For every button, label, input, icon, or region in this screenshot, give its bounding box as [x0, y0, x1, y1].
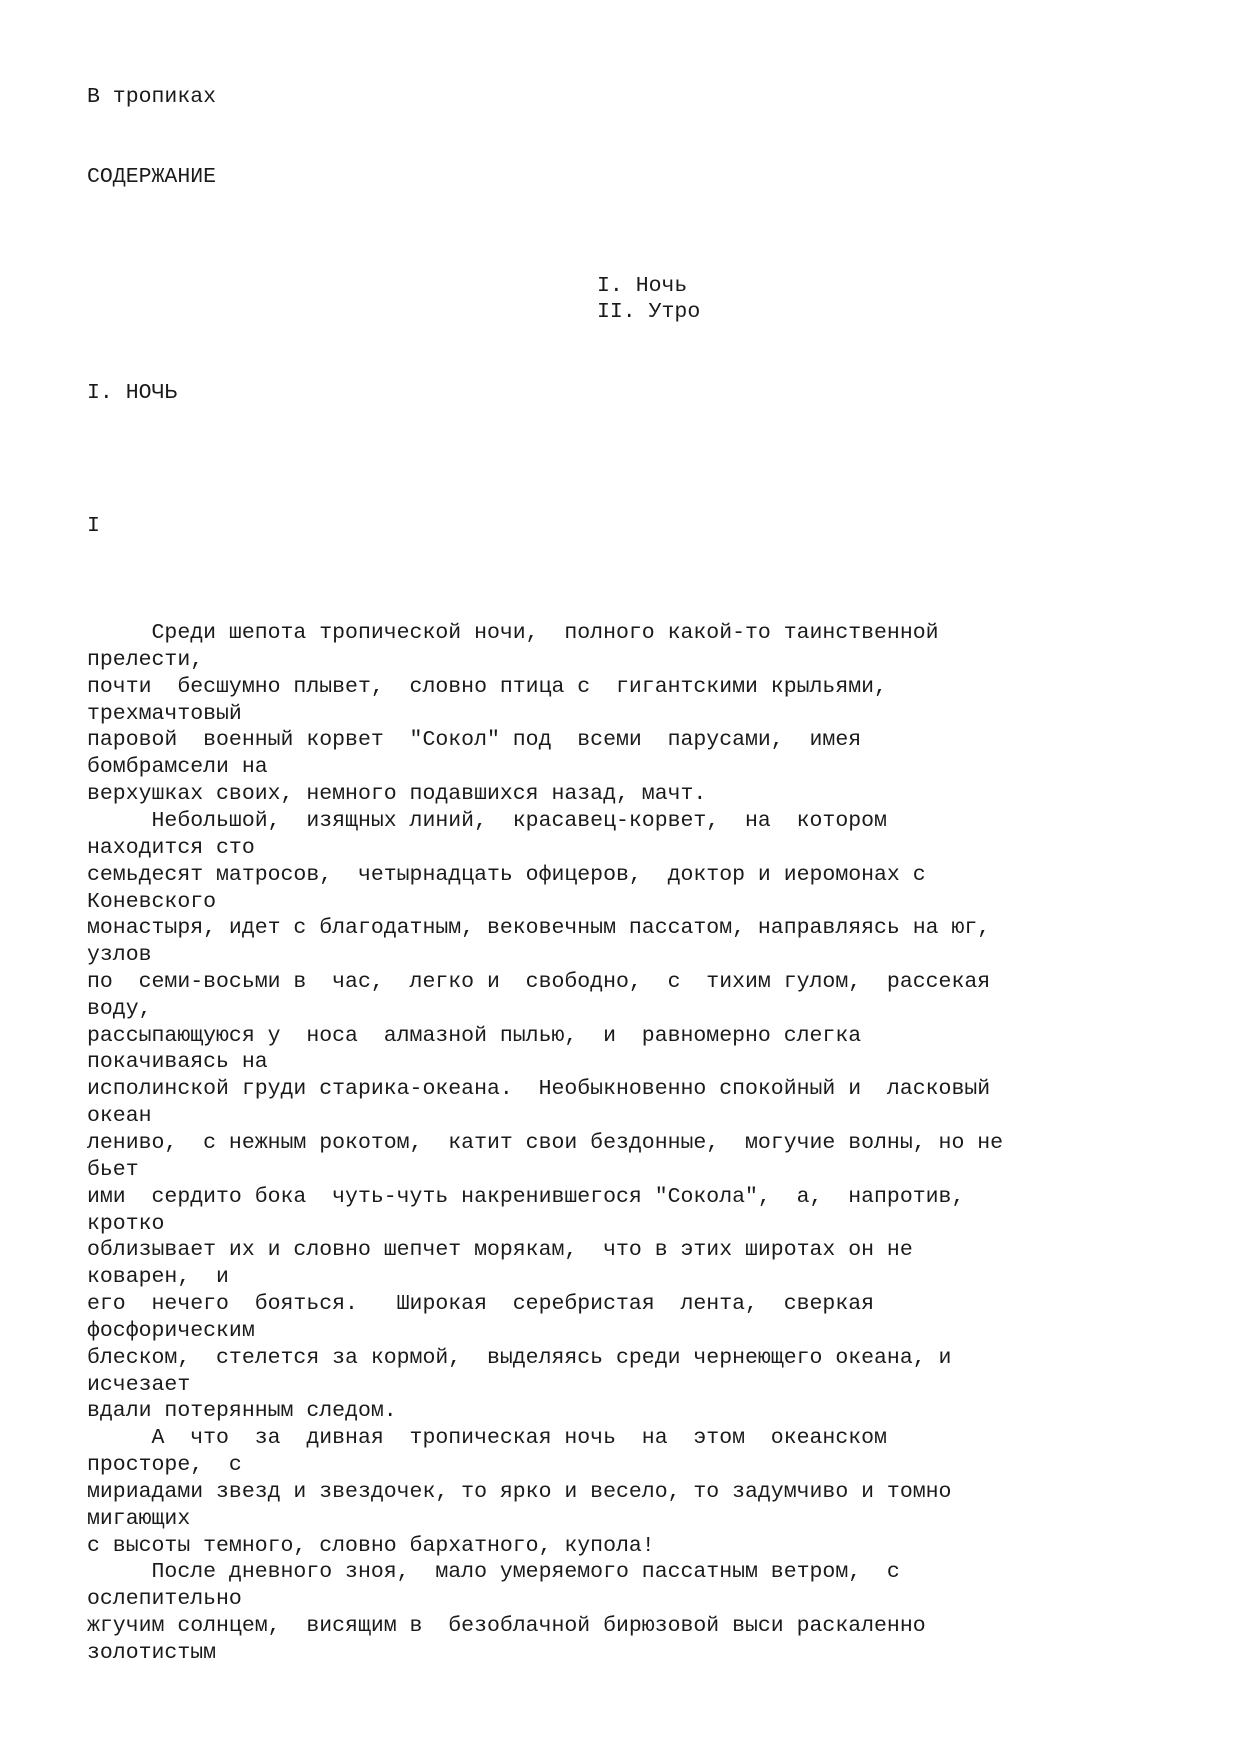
- body-line: бьет: [87, 1158, 139, 1182]
- body-line: покачиваясь на: [87, 1050, 268, 1074]
- contents-heading: СОДЕРЖАНИЕ: [87, 165, 217, 189]
- body-line: ослепительно: [87, 1587, 242, 1611]
- toc-entry-night[interactable]: I. Ночь: [597, 274, 688, 298]
- document-title: В тропиках: [87, 85, 217, 109]
- body-line: с высоты темного, словно бархатного, купола!: [87, 1534, 655, 1558]
- body-line: просторе, с: [87, 1453, 242, 1477]
- body-line: мириадами звезд и звездочек, то ярко и весело, то задумчиво и томно: [87, 1480, 952, 1504]
- body-line: по семи-восьми в час, легко и свободно, с тихим гулом, рассекая: [87, 970, 991, 994]
- body-line: почти бесшумно плывет, словно птица с гигантскими крыльями,: [87, 675, 887, 699]
- body-line: узлов: [87, 943, 152, 967]
- body-line: кротко: [87, 1212, 165, 1236]
- body-line: Коневского: [87, 890, 217, 914]
- body-line: исполинской груди старика-океана. Необыкновенно спокойный и ласковый: [87, 1077, 991, 1101]
- section-number: I: [87, 514, 100, 538]
- body-line: золотистым: [87, 1641, 217, 1665]
- body-line: рассыпающуюся у носа алмазной пылью, и равномерно слегка: [87, 1024, 862, 1048]
- body-line: фосфорическим: [87, 1319, 255, 1343]
- body-line: прелести,: [87, 648, 204, 672]
- body-line: Среди шепота тропической ночи, полного какой-то таинственной: [87, 621, 939, 645]
- body-line: верхушках своих, немного подавшихся назад, мачт.: [87, 782, 707, 806]
- body-line: коварен, и: [87, 1265, 229, 1289]
- body-line: трехмачтовый: [87, 702, 242, 726]
- body-line: воду,: [87, 997, 152, 1021]
- body-line: его нечего бояться. Широкая серебристая лента, сверкая: [87, 1292, 875, 1316]
- body-line: лениво, с нежным рокотом, катит свои бездонные, могучие волны, но не: [87, 1131, 1004, 1155]
- body-line: Небольшой, изящных линий, красавец-корвет, на котором: [87, 809, 887, 833]
- body-line: исчезает: [87, 1373, 191, 1397]
- body-line: находится сто: [87, 836, 255, 860]
- body-line: бомбрамсели на: [87, 755, 268, 779]
- body-line: жгучим солнцем, висящим в безоблачной бирюзовой выси раскаленно: [87, 1614, 926, 1638]
- chapter-heading: I. НОЧЬ: [87, 381, 178, 405]
- body-line: паровой военный корвет "Сокол" под всеми парусами, имея: [87, 728, 862, 752]
- body-line: облизывает их и словно шепчет морякам, что в этих широтах он не: [87, 1238, 913, 1262]
- toc-entry-morning[interactable]: II. Утро: [597, 300, 701, 324]
- body-line: блеском, стелется за кормой, выделяясь среди чернеющего океана, и: [87, 1346, 952, 1370]
- body-line: ими сердито бока чуть-чуть накренившегося "Сокола", а, напротив,: [87, 1185, 965, 1209]
- body-line: океан: [87, 1104, 152, 1128]
- body-line: мигающих: [87, 1507, 191, 1531]
- body-line: А что за дивная тропическая ночь на этом океанском: [87, 1426, 887, 1450]
- body-line: семьдесят матросов, четырнадцать офицеров, доктор и иеромонах с: [87, 863, 926, 887]
- body-line: После дневного зноя, мало умеряемого пассатным ветром, с: [87, 1560, 900, 1584]
- body-line: монастыря, идет с благодатным, вековечным пассатом, направляясь на юг,: [87, 916, 991, 940]
- body-line: вдали потерянным следом.: [87, 1399, 397, 1423]
